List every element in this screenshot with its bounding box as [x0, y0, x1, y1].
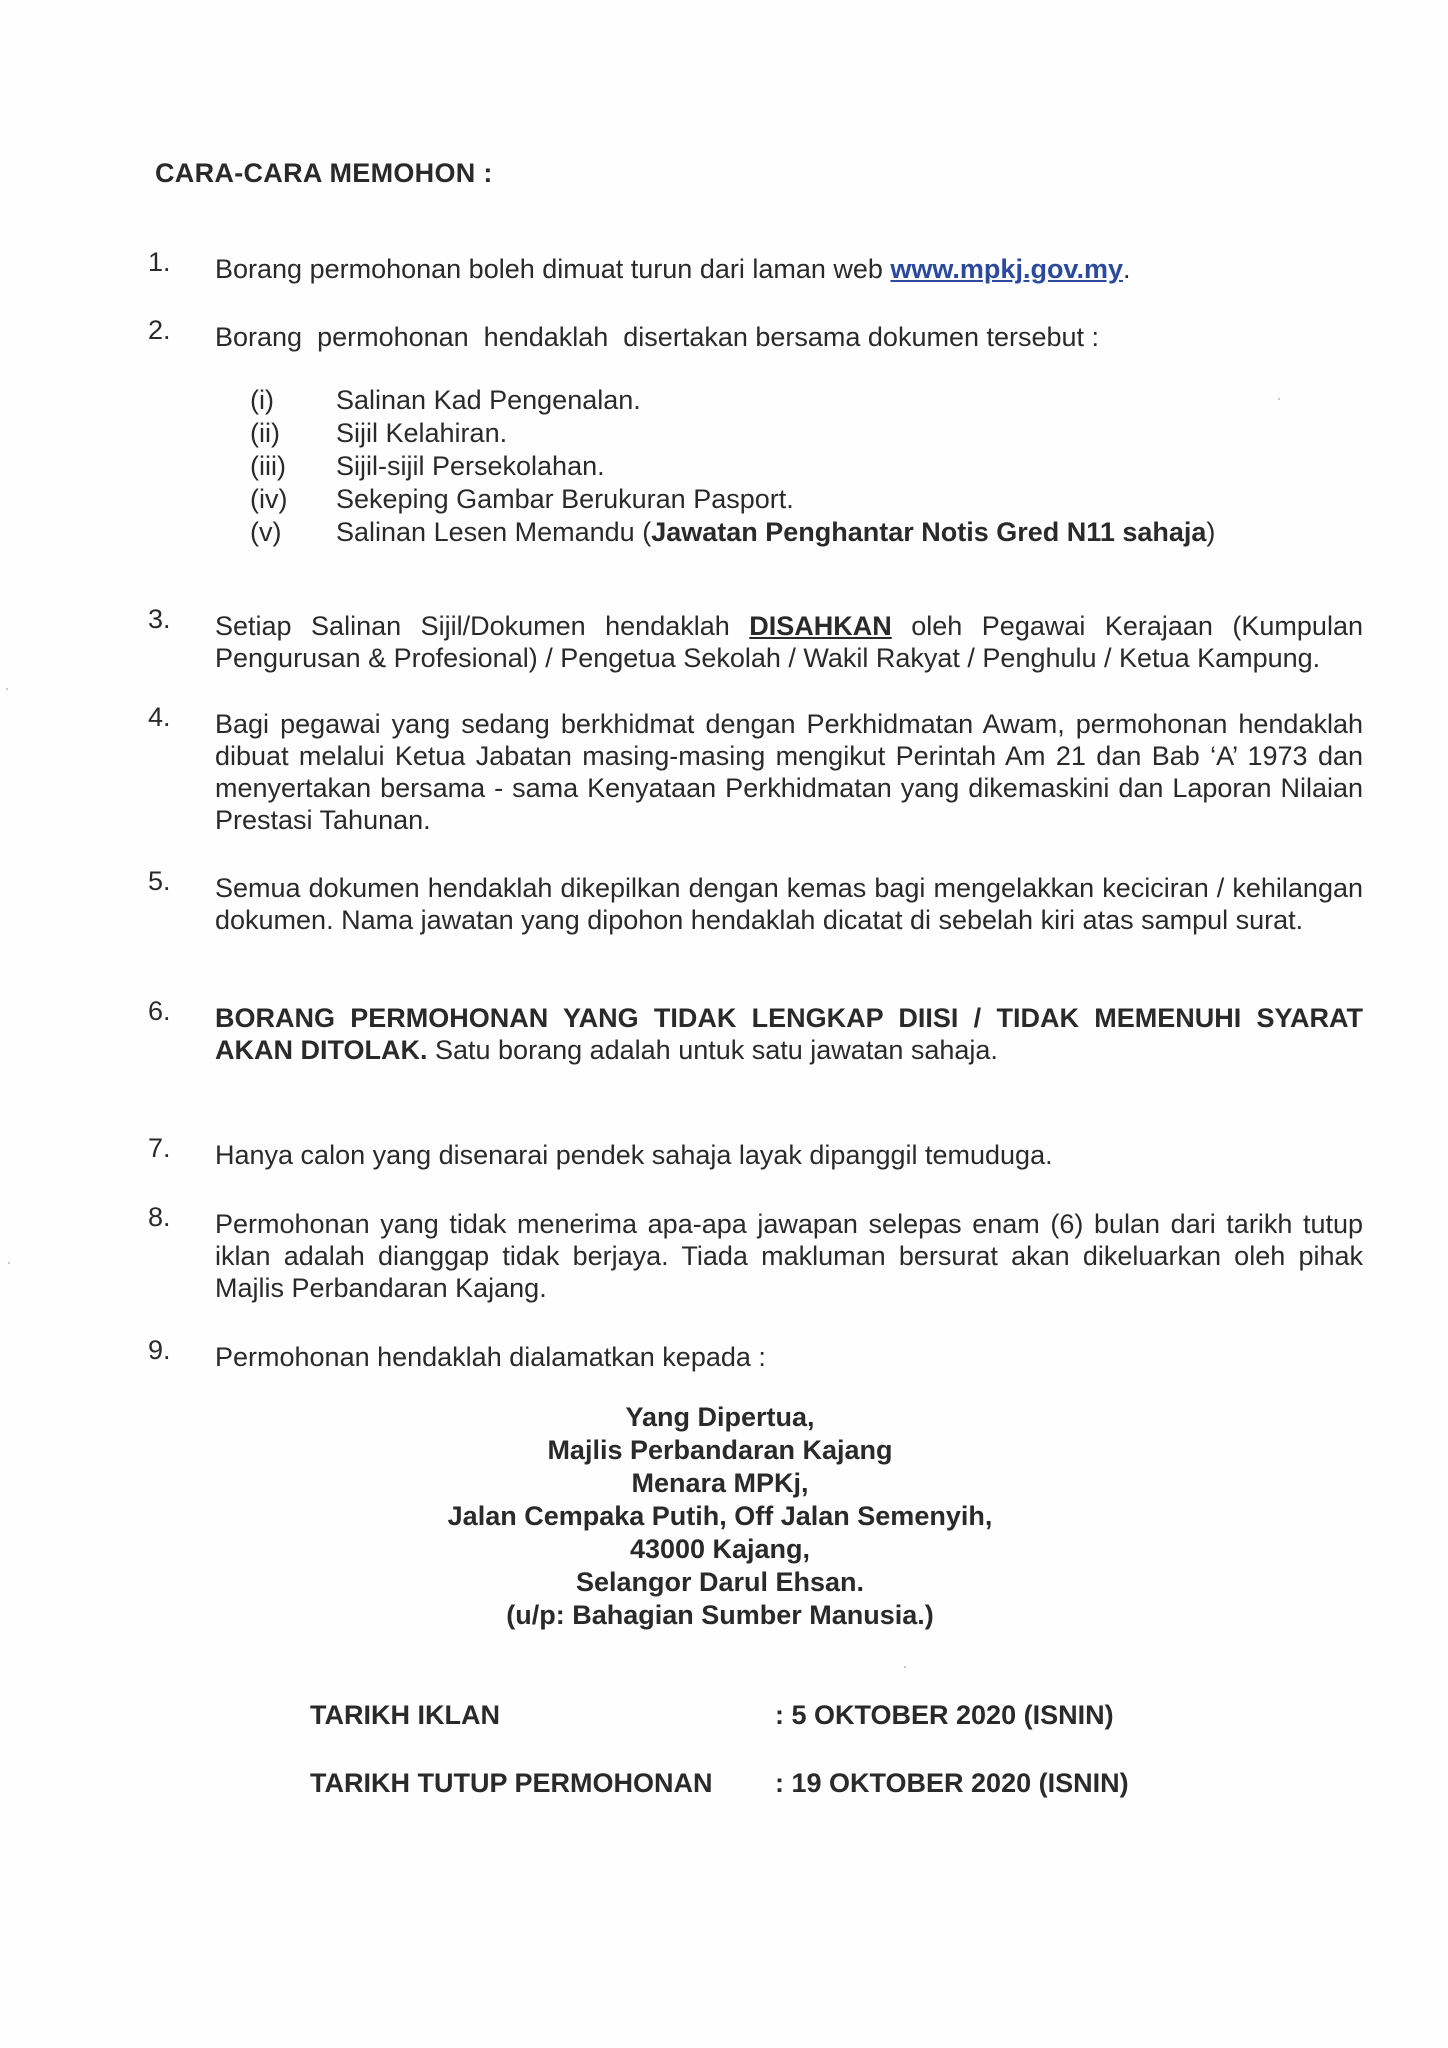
- sublist-text: [336, 517, 1215, 547]
- item-text: Semua dokumen hendaklah dikepilkan dengan kemas bagi mengelakkan keciciran / kehilangan dokumen. Nama jawatan yang dipohon hendaklah dicatat di sebelah kiri atas sampul surat.: [215, 873, 1363, 935]
- item-number: 7.: [148, 1133, 171, 1163]
- list-item-9: [148, 1335, 1363, 1373]
- list-item-2: [148, 315, 1363, 353]
- document-sublist: [250, 384, 1215, 549]
- sublist-text: Salinan Kad Pengenalan.: [336, 385, 641, 415]
- scan-speck: [8, 1262, 10, 1264]
- section-heading: CARA-CARA MEMOHON :: [155, 158, 493, 188]
- item-text: Permohonan yang tidak menerima apa-apa jawapan selepas enam (6) bulan dari tarikh tutup iklan adalah dianggap tidak berjaya. Tiada makluman bersurat akan dikeluarkan oleh pihak Majlis Perbandaran Kajang.: [215, 1209, 1363, 1303]
- list-item-6: [148, 996, 1363, 1066]
- date-value: : 19 OKTOBER 2020 (ISNIN): [775, 1768, 1129, 1798]
- sublist-item: [250, 417, 1215, 450]
- item-text-part: Borang permohonan boleh dimuat turun dari laman web: [215, 254, 891, 284]
- item-text: Bagi pegawai yang sedang berkhidmat dengan Perkhidmatan Awam, permohonan hendaklah dibuat melalui Ketua Jabatan masing-masing mengikut Perintah Am 21 dan Bab ‘A’ 1973 dan menyertakan bersama - sama Kenyataan Perkhidmatan yang dikemaskini dan Laporan Nilaian Prestasi Tahunan.: [215, 709, 1363, 835]
- sublist-text-bold: Jawatan Penghantar Notis Gred N11 sahaja: [651, 517, 1207, 547]
- sublist-item: [250, 483, 1215, 516]
- address-line: Majlis Perbandaran Kajang: [547, 1435, 893, 1465]
- list-item-1: [148, 247, 1363, 285]
- list-item-7: [148, 1133, 1363, 1171]
- sublist-item: [250, 384, 1215, 417]
- item-number: 6.: [148, 996, 171, 1026]
- sublist-item: [250, 450, 1215, 483]
- closing-date-row: [310, 1768, 1129, 1799]
- sublist-item: [250, 516, 1215, 549]
- roman-numeral: (ii): [250, 418, 280, 448]
- roman-numeral: (v): [250, 517, 282, 547]
- date-label: TARIKH IKLAN: [310, 1700, 500, 1730]
- address-line: (u/p: Bahagian Sumber Manusia.): [506, 1600, 934, 1630]
- sublist-text: Sijil-sijil Persekolahan.: [336, 451, 605, 481]
- roman-numeral: (i): [250, 385, 274, 415]
- item-number: 1.: [148, 247, 171, 277]
- sublist-text-part: Salinan Lesen Memandu (: [336, 517, 652, 547]
- item-number: 3.: [148, 604, 171, 634]
- scan-speck: [6, 688, 8, 690]
- roman-numeral: (iv): [250, 484, 288, 514]
- warning-text: BORANG PERMOHONAN YANG TIDAK LENGKAP DIISI / TIDAK MEMENUHI SYARAT AKAN DITOLAK.: [215, 1003, 1363, 1065]
- scan-speck: [904, 1666, 906, 1668]
- item-text: Borang permohonan hendaklah disertakan bersama dokumen tersebut :: [215, 322, 1100, 352]
- list-item-4: [148, 702, 1363, 836]
- item-text: [215, 610, 1363, 674]
- item-text: [215, 1002, 1363, 1066]
- address-line: Jalan Cempaka Putih, Off Jalan Semenyih,: [447, 1501, 993, 1531]
- address-line: 43000 Kajang,: [629, 1534, 811, 1564]
- roman-numeral: (iii): [250, 451, 286, 481]
- sublist-text: Sekeping Gambar Berukuran Pasport.: [336, 484, 794, 514]
- scan-speck: [1278, 398, 1280, 400]
- advert-date-row: [310, 1700, 1114, 1731]
- item-number: 2.: [148, 315, 171, 345]
- sublist-text-part: ): [1206, 517, 1216, 547]
- address-line: Selangor Darul Ehsan.: [575, 1567, 865, 1597]
- item-text: Permohonan hendaklah dialamatkan kepada :: [215, 1342, 766, 1372]
- address-line: Menara MPKj,: [631, 1468, 809, 1498]
- item-text: Hanya calon yang disenarai pendek sahaja layak dipanggil temuduga.: [215, 1140, 1053, 1170]
- list-item-5: [148, 866, 1363, 936]
- item-number: 4.: [148, 702, 171, 732]
- website-link[interactable]: www.mpkj.gov.my: [890, 254, 1123, 284]
- list-item-8: [148, 1202, 1363, 1304]
- list-item-3: [148, 604, 1363, 674]
- item-text-part: .: [1122, 254, 1131, 284]
- item-number: 8.: [148, 1202, 171, 1232]
- date-value: : 5 OKTOBER 2020 (ISNIN): [775, 1700, 1114, 1730]
- emphasis-text: DISAHKAN: [749, 611, 892, 641]
- item-text-part: Satu borang adalah untuk satu jawatan sahaja.: [427, 1035, 998, 1065]
- item-text-part: oleh Pegawai Kerajaan (Kumpulan Pengurusan & Profesional) / Pengetua Sekolah / Wakil Rakyat / Penghulu / Ketua Kampung.: [215, 611, 1363, 673]
- date-label: TARIKH TUTUP PERMOHONAN: [310, 1768, 713, 1798]
- item-text: [215, 253, 1363, 285]
- sublist-text: Sijil Kelahiran.: [336, 418, 508, 448]
- address-line: Yang Dipertua,: [625, 1402, 815, 1432]
- item-number: 9.: [148, 1335, 171, 1365]
- item-text-part: Setiap Salinan Sijil/Dokumen hendaklah: [215, 611, 750, 641]
- item-number: 5.: [148, 866, 171, 896]
- mailing-address: [300, 1401, 1140, 1632]
